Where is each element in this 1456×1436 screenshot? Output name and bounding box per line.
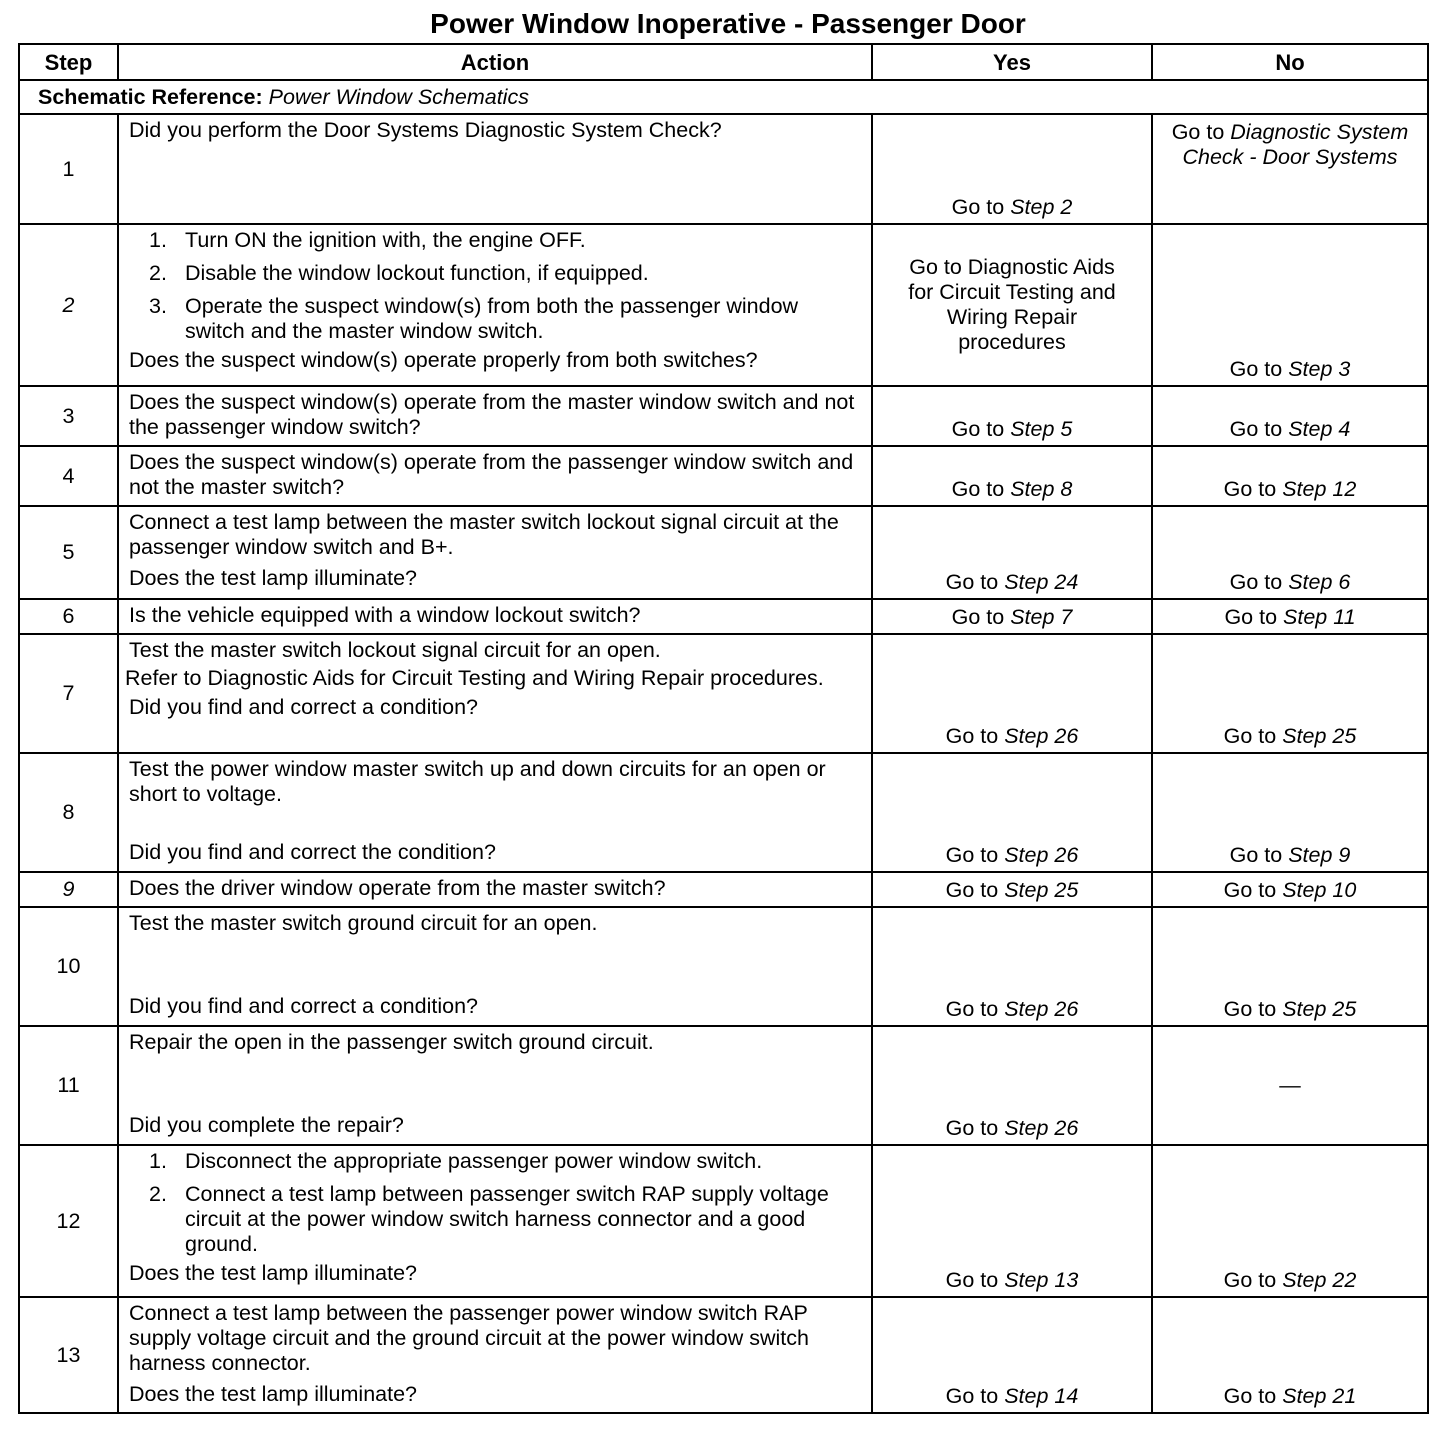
goto-step: Step 6 [1288, 570, 1351, 594]
goto-label: Go to [1171, 120, 1225, 144]
goto-step: Step 3 [1288, 357, 1351, 381]
goto-step: Step 26 [1004, 1116, 1079, 1140]
no-cell [1152, 753, 1428, 872]
goto-step: Step 25 [1004, 878, 1079, 902]
table-row [19, 446, 1428, 506]
no-cell [1152, 907, 1428, 1026]
action-text: Repair the open in the passenger switch ground circuit. [129, 1030, 654, 1054]
action-cell [118, 224, 872, 386]
action-cell [118, 446, 872, 506]
goto-label: Go to [945, 997, 999, 1021]
goto-step: Step 12 [1282, 477, 1357, 501]
action-question: Does the suspect window(s) operate from the master window switch and not the passenger window switch? [129, 390, 855, 439]
yes-reference: Go to Diagnostic Aids for Circuit Testing and Wiring Repair procedures [908, 255, 1116, 354]
no-cell [1152, 872, 1428, 907]
table-row [19, 872, 1428, 907]
goto-step: Step 26 [1004, 724, 1079, 748]
header-row [19, 44, 1428, 80]
header-no: No [1152, 44, 1428, 80]
action-question: Did you complete the repair? [129, 1113, 404, 1137]
table-row [19, 753, 1428, 872]
action-text: Connect a test lamp between the master switch lockout signal circuit at the passenger window switch and B+. [129, 510, 839, 559]
list-item: 2. Disable the window lockout function, if equipped. [149, 261, 649, 285]
action-cell [118, 1297, 872, 1413]
table-row [19, 634, 1428, 753]
action-question: Is the vehicle equipped with a window lockout switch? [129, 603, 641, 627]
goto-step: Step 26 [1004, 997, 1079, 1021]
goto-step: Step 21 [1282, 1384, 1357, 1408]
list-item: 1. Turn ON the ignition with, the engine OFF. [149, 228, 586, 252]
yes-cell [872, 1297, 1152, 1413]
no-cell [1152, 1026, 1428, 1145]
goto-step: Step 7 [1010, 605, 1073, 629]
yes-cell [872, 907, 1152, 1026]
no-cell [1152, 1145, 1428, 1297]
goto-label: Go to [1229, 417, 1283, 441]
no-action-dash: — [1279, 1072, 1301, 1097]
goto-step: Step 9 [1288, 843, 1351, 867]
action-cell [118, 753, 872, 872]
schematic-reference [19, 80, 1428, 114]
action-cell [118, 506, 872, 599]
action-cell [118, 907, 872, 1026]
action-text: Test the master switch ground circuit for an open. [129, 911, 598, 935]
action-text: Test the master switch lockout signal circuit for an open. [129, 638, 661, 662]
action-cell [118, 599, 872, 634]
action-question: Did you find and correct the condition? [129, 840, 496, 864]
step-number: 10 [19, 907, 118, 1026]
step-number: 11 [19, 1026, 118, 1145]
yes-cell [872, 1026, 1152, 1145]
header-step: Step [19, 44, 118, 80]
table-row [19, 224, 1428, 386]
goto-label: Go to [1229, 570, 1283, 594]
goto-label: Go to [1223, 724, 1277, 748]
action-question: Does the test lamp illuminate? [129, 566, 418, 590]
goto-label: Go to [951, 477, 1005, 501]
goto-label: Go to [1223, 477, 1277, 501]
step-number: 13 [19, 1297, 118, 1413]
action-text: Test the power window master switch up and down circuits for an open or short to voltage. [129, 757, 826, 806]
step-number: 2 [19, 224, 118, 386]
goto-step: Step 24 [1004, 570, 1079, 594]
goto-label: Go to [951, 417, 1005, 441]
action-cell [118, 872, 872, 907]
table-row [19, 599, 1428, 634]
goto-step: Step 11 [1283, 605, 1356, 629]
goto-label: Go to [1223, 878, 1277, 902]
goto-label: Go to [1229, 357, 1283, 381]
goto-label: Go to [951, 195, 1005, 219]
schematic-label: Schematic Reference: [38, 84, 263, 109]
page-title: Power Window Inoperative - Passenger Door [430, 8, 1026, 39]
action-cell [118, 1026, 872, 1145]
goto-step: Step 8 [1010, 477, 1073, 501]
yes-cell [872, 114, 1152, 224]
action-text-reference: Refer to Diagnostic Aids for Circuit Testing and Wiring Repair procedures. [125, 666, 824, 690]
goto-label: Go to [1223, 1268, 1277, 1292]
no-cell [1152, 224, 1428, 386]
goto-step: Step 2 [1010, 195, 1073, 219]
goto-label: Go to [1223, 1384, 1277, 1408]
goto-step: Step 22 [1282, 1268, 1357, 1292]
goto-label: Go to [945, 1268, 999, 1292]
goto-label: Go to [945, 1116, 999, 1140]
yes-cell [872, 446, 1152, 506]
goto-step: Step 26 [1004, 843, 1079, 867]
no-cell [1152, 446, 1428, 506]
header-yes: Yes [872, 44, 1152, 80]
yes-cell [872, 224, 1152, 386]
step-number: 12 [19, 1145, 118, 1297]
action-cell [118, 114, 872, 224]
goto-label: Go to [951, 605, 1005, 629]
goto-label: Go to [945, 878, 999, 902]
action-text: Connect a test lamp between the passenger power window switch RAP supply voltage circuit and the ground circuit at the power window switch harness connector. [129, 1301, 809, 1375]
step-number: 9 [19, 872, 118, 907]
no-cell [1152, 1297, 1428, 1413]
goto-label: Go to [945, 843, 999, 867]
no-cell [1152, 599, 1428, 634]
schematic-row [19, 80, 1428, 114]
goto-label: Go to [945, 724, 999, 748]
list-item: 3. Operate the suspect window(s) from both the passenger window switch and the master window switch. [149, 294, 799, 343]
table-row [19, 506, 1428, 599]
goto-reference: Diagnostic System Check - Door Systems [1182, 120, 1409, 169]
yes-cell [872, 386, 1152, 446]
list-item: 1. Disconnect the appropriate passenger power window switch. [149, 1149, 763, 1173]
goto-label: Go to [945, 570, 999, 594]
no-cell [1152, 114, 1428, 224]
step-number: 1 [19, 114, 118, 224]
no-cell [1152, 386, 1428, 446]
goto-label: Go to [945, 1384, 999, 1408]
table-row [19, 114, 1428, 224]
yes-cell [872, 753, 1152, 872]
step-number: 5 [19, 506, 118, 599]
action-question: Did you perform the Door Systems Diagnostic System Check? [129, 118, 722, 142]
step-number: 8 [19, 753, 118, 872]
goto-label: Go to [1223, 997, 1277, 1021]
step-number: 7 [19, 634, 118, 753]
goto-label: Go to [1229, 843, 1283, 867]
action-question: Does the driver window operate from the master switch? [129, 876, 666, 900]
no-cell [1152, 634, 1428, 753]
action-question: Does the test lamp illuminate? [129, 1382, 418, 1406]
yes-cell [872, 1145, 1152, 1297]
action-question: Does the suspect window(s) operate properly from both switches? [129, 348, 758, 372]
action-question: Did you find and correct a condition? [129, 695, 478, 719]
goto-step: Step 14 [1004, 1384, 1079, 1408]
goto-step: Step 13 [1004, 1268, 1079, 1292]
action-cell [118, 386, 872, 446]
yes-cell [872, 634, 1152, 753]
yes-cell [872, 872, 1152, 907]
table-row [19, 1145, 1428, 1297]
goto-step: Step 4 [1288, 417, 1351, 441]
action-question: Did you find and correct a condition? [129, 994, 478, 1018]
action-question: Does the suspect window(s) operate from the passenger window switch and not the master switch? [129, 450, 854, 499]
yes-cell [872, 506, 1152, 599]
header-action: Action [118, 44, 872, 80]
diagnostic-table [18, 43, 1429, 1414]
goto-label: Go to [1224, 605, 1278, 629]
no-cell [1152, 506, 1428, 599]
goto-step: Step 10 [1282, 878, 1357, 902]
action-question: Does the test lamp illuminate? [129, 1261, 418, 1285]
list-item: 2. Connect a test lamp between passenger switch RAP supply voltage circuit at the power window switch harness connector and a good ground. [149, 1182, 829, 1256]
goto-step: Step 25 [1282, 724, 1357, 748]
table-row [19, 1026, 1428, 1145]
action-cell [118, 634, 872, 753]
action-cell [118, 1145, 872, 1297]
yes-cell [872, 599, 1152, 634]
goto-step: Step 25 [1282, 997, 1357, 1021]
schematic-value: Power Window Schematics [268, 84, 529, 109]
table-row [19, 386, 1428, 446]
table-row [19, 907, 1428, 1026]
goto-step: Step 5 [1010, 417, 1073, 441]
step-number: 4 [19, 446, 118, 506]
action-list [129, 228, 861, 344]
action-list [129, 1149, 861, 1257]
step-number: 6 [19, 599, 118, 634]
table-row [19, 1297, 1428, 1413]
step-number: 3 [19, 386, 118, 446]
